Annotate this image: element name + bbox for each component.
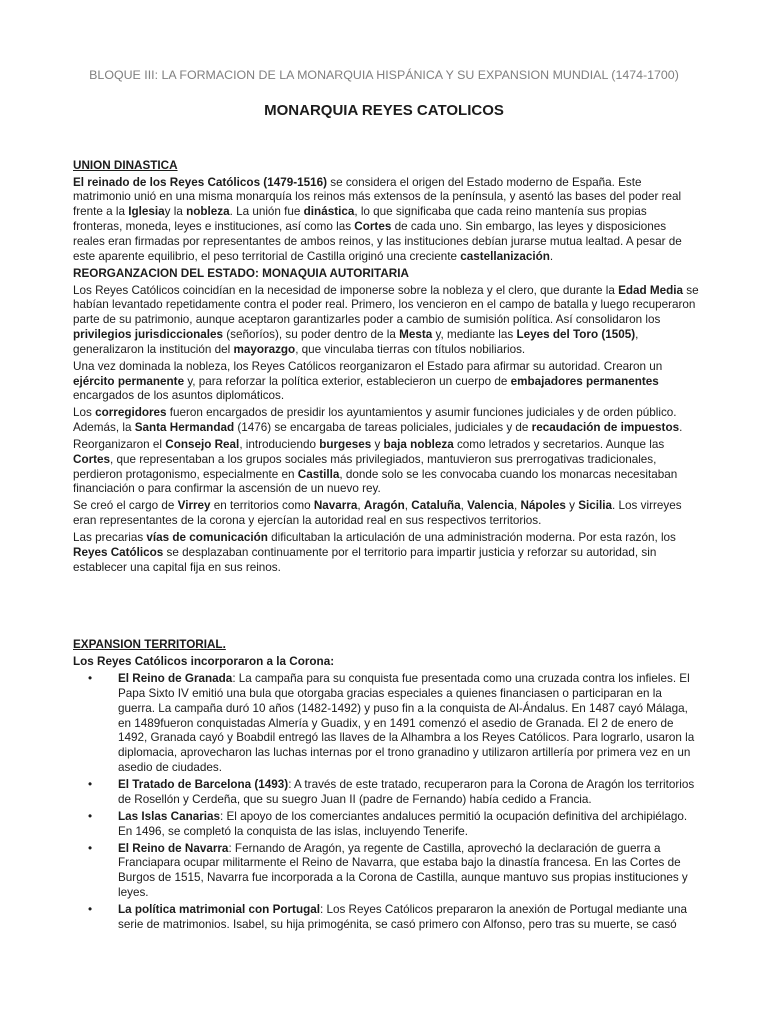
- text-run: : Fernando de Aragón, ya regente de Castilla, aprovechó la declaración de guerra a Franciapara ocupar militarmente el Reino de Navarra, que estaba bajo la dinastía francesa. En las Cortes de Burgos de 1515, Navarra fue incorporada a la Corona de Castilla, aunque mantuvo sus propias instituciones y leyes.: [118, 841, 688, 899]
- list-item-text: [118, 842, 688, 899]
- bullet-marker: •: [88, 809, 93, 823]
- bold-term: El Reino de Granada: [118, 672, 233, 686]
- bullet-marker: •: [88, 902, 93, 916]
- text-run: , que vinculaba tierras con títulos nobiliarios.: [295, 342, 526, 356]
- text-run: (señoríos), su poder dentro de la: [223, 327, 400, 341]
- text-run: , generalizaron la institución del: [73, 327, 639, 356]
- section-expansion-territorial: [73, 638, 699, 932]
- section-heading: REORGANZACION DEL ESTADO: MONAQUIA AUTORITARIA: [73, 266, 409, 280]
- list-item: [73, 672, 699, 776]
- text-run: .: [679, 421, 683, 435]
- paragraph: [73, 360, 699, 404]
- bold-term: Consejo Real: [165, 438, 240, 452]
- bold-term: Aragón: [363, 499, 405, 513]
- paragraph: [73, 284, 699, 358]
- bold-term: Castilla: [297, 467, 340, 481]
- text-run: .: [549, 249, 554, 263]
- section-reorganizacion-estado: [73, 267, 699, 576]
- bold-term: Sicilia: [578, 499, 613, 513]
- bold-term: Cataluña: [411, 499, 461, 513]
- list-item: [73, 903, 699, 933]
- list-item: [73, 778, 699, 808]
- bold-term: baja nobleza: [383, 438, 454, 452]
- list-item-text: [118, 903, 687, 931]
- bold-term: El reinado de los Reyes Católicos (1479-1516): [73, 175, 327, 189]
- bullet-marker: •: [88, 672, 93, 686]
- list-intro: Los Reyes Católicos incorporaron a la Corona:: [73, 655, 335, 669]
- document-title: MONARQUIA REYES CATOLICOS: [264, 102, 504, 119]
- text-run: se habían levantado repetidamente contra el poder real. Primero, los vencieron en el campo de batalla y luego recuperaron parte de su patrimonio, aunque aceptaron garantizarles poder a cambio de sumisión política. Así consolidaron los: [73, 283, 699, 327]
- bullet-marker: •: [88, 841, 93, 855]
- text-run: encargados de los asuntos diplomáticos.: [73, 389, 285, 403]
- bold-term: burgeses: [319, 438, 372, 452]
- bold-term: castellanización: [460, 249, 550, 263]
- bold-term: Navarra: [313, 499, 358, 513]
- bold-term: Santa Hermandad: [134, 421, 235, 435]
- bold-term: Iglesia: [128, 205, 165, 219]
- text-run: Una vez dominada la nobleza, los Reyes Católicos reorganizaron el Estado para afirmar su autoridad. Crearon un: [73, 359, 663, 373]
- text-run: , introduciendo: [239, 438, 320, 452]
- bold-term: Reyes Católicos: [73, 546, 164, 560]
- bold-term: nobleza: [186, 205, 230, 219]
- bold-term: Virrey: [177, 499, 211, 513]
- bold-term: mayorazgo: [233, 342, 296, 356]
- list-item-text: [118, 672, 694, 774]
- text-run: ,: [460, 499, 468, 513]
- text-run: (1476) se encargaba de tareas policiales, judiciales y de: [234, 421, 532, 435]
- text-run: Los Reyes Católicos coincidían en la necesidad de imponerse sobre la nobleza y el clero, que durante la: [73, 283, 619, 297]
- text-run: Los: [73, 406, 96, 420]
- text-run: fueron encargados de presidir los ayuntamientos y asumir funciones judiciales y de orden público. Además, la: [73, 406, 677, 435]
- text-run: de cada uno. Sin embargo, las leyes y disposiciones reales eran firmadas por representantes de ambos reinos, y las instituciones debían jurarse mutua lealtad. A pesar de este aparente equilibrio, el peso territorial de Castilla originó una creciente: [73, 219, 682, 263]
- text-run: se desplazaban continuamente por el territorio para impartir justicia y reforzar su autoridad, sin establecer una capital fija en sus reinos.: [73, 546, 657, 574]
- bold-term: embajadores permanentes: [510, 374, 659, 388]
- section-text: [73, 284, 699, 576]
- text-run: Se creó el cargo de: [73, 499, 178, 513]
- text-run: . Los virreyes eran representantes de la corona y ejercían la autoridad real en sus respectivos territorios.: [73, 499, 682, 528]
- bold-term: Nápoles: [520, 499, 566, 513]
- list-item: [73, 810, 699, 840]
- text-run: y: [565, 499, 579, 513]
- text-run: : Los Reyes Católicos prepararon la anexión de Portugal mediante una serie de matrimonios. Isabel, su hija primogénita, se casó primero con Alfonso, pero tras su muerte, se casó: [118, 902, 688, 931]
- bold-term: Las Islas Canarias: [118, 809, 221, 823]
- text-run: : La campaña para su conquista fue presentada como una cruzada contra los infieles. El Papa Sixto IV emitió una bula que otorgaba gracias especiales a quienes financiasen o participaran en la guerra. La campaña duró 10 años (1482-1492) y puso fin a la conquista de Al-Ándalus. En 1487 cayó Málaga, en 1489fueron conquistadas Almería y Guadix, y en 1491 comenzó el asedio de Granada. El 2 de enero de 1492, Granada cayó y Boabdil entregó las llaves de la Alhambra a los Reyes Católicos. Para lograrlo, usaron la diplomacia, aprovecharon las luchas internas por el trono granadino y utilizaron artillería por primera vez en un asedio de ciudades.: [118, 672, 695, 774]
- text-run: se considera el origen del Estado moderno de España. Este matrimonio unió en una misma monarquía los reinos más extensos de la península, y asentó las bases del poder real frente a la: [73, 175, 682, 219]
- text-run: , lo que significaba que cada reino mantenía sus propias fronteras, moneda, leyes e instituciones, así como las: [73, 205, 647, 233]
- list-item-text: [118, 810, 687, 838]
- bold-term: Leyes del Toro (1505): [516, 327, 636, 341]
- section-heading: UNION DINASTICA: [73, 158, 178, 172]
- section-heading: EXPANSION TERRITORIAL.: [73, 638, 226, 652]
- bold-term: Cortes: [73, 452, 111, 466]
- bullet-marker: •: [88, 777, 93, 791]
- text-run: : El apoyo de los comerciantes andaluces permitió la ocupación definitiva del archipiélago. En 1496, se completó la conquista de las islas, incluyendo Tenerife.: [118, 809, 688, 838]
- text-run: . La unión fue: [229, 205, 304, 219]
- bold-term: corregidores: [95, 406, 167, 420]
- text-run: : A través de este tratado, recuperaron para la Corona de Aragón los territorios de Rosellón y Cerdeña, que su suegro Juan II (padre de Fernando) había cedido a Francia.: [118, 777, 695, 806]
- text-run: Las precarias: [73, 531, 147, 545]
- text-run: , donde solo se les convocaba cuando los monarcas necesitaban financiación o para confirmar la ascensión de un nuevo rey.: [73, 467, 678, 496]
- list-item-text: [118, 778, 694, 806]
- text-run: dificultaban la articulación de una administración moderna. Por esta razón, los: [267, 531, 676, 545]
- paragraph: [73, 531, 699, 575]
- text-run: y: [371, 438, 384, 452]
- text-run: en territorios como: [210, 499, 314, 513]
- text-run: ,: [357, 499, 364, 513]
- text-run: como letrados y secretarios. Aunque las: [453, 438, 665, 452]
- bold-term: ejército permanente: [73, 374, 185, 388]
- bold-term: privilegios jurisdiccionales: [73, 327, 224, 341]
- bold-term: El Tratado de Barcelona (1493): [118, 777, 289, 791]
- bold-term: Edad Media: [618, 283, 684, 297]
- text-run: , que representaban a los grupos sociales más privilegiados, mantuvieron sus prerrogativas tradicionales, perdieron protagonismo, especialmente en: [73, 452, 657, 481]
- text-run: y la: [164, 205, 187, 219]
- bold-term: Mesta: [399, 327, 433, 341]
- bold-term: recaudación de impuestos: [531, 421, 680, 435]
- text-run: Reorganizaron el: [73, 438, 166, 452]
- running-header: BLOQUE III: LA FORMACION DE LA MONARQUIA HISPÁNICA Y SU EXPANSION MUNDIAL (1474-1700): [89, 68, 679, 82]
- paragraph: [73, 438, 699, 497]
- document-body: [73, 159, 699, 935]
- section-text: [73, 176, 699, 265]
- bold-term: vías de comunicación: [146, 531, 268, 545]
- section-union-dinastica: [73, 159, 699, 265]
- paragraph: [73, 406, 699, 436]
- text-run: y, mediante las: [432, 327, 517, 341]
- text-run: ,: [404, 499, 412, 513]
- bold-term: Cortes: [354, 219, 392, 233]
- bold-term: La política matrimonial con Portugal: [118, 902, 320, 916]
- bold-term: El Reino de Navarra: [118, 841, 229, 855]
- paragraph: [73, 499, 699, 529]
- list-item: [73, 842, 699, 901]
- text-run: y, para reforzar la política exterior, establecieron un cuerpo de: [184, 374, 511, 388]
- bold-term: Valencia: [467, 499, 514, 513]
- bold-term: dinástica: [303, 205, 355, 219]
- paragraph: [73, 176, 699, 265]
- territory-list: [73, 672, 699, 932]
- text-run: ,: [513, 499, 521, 513]
